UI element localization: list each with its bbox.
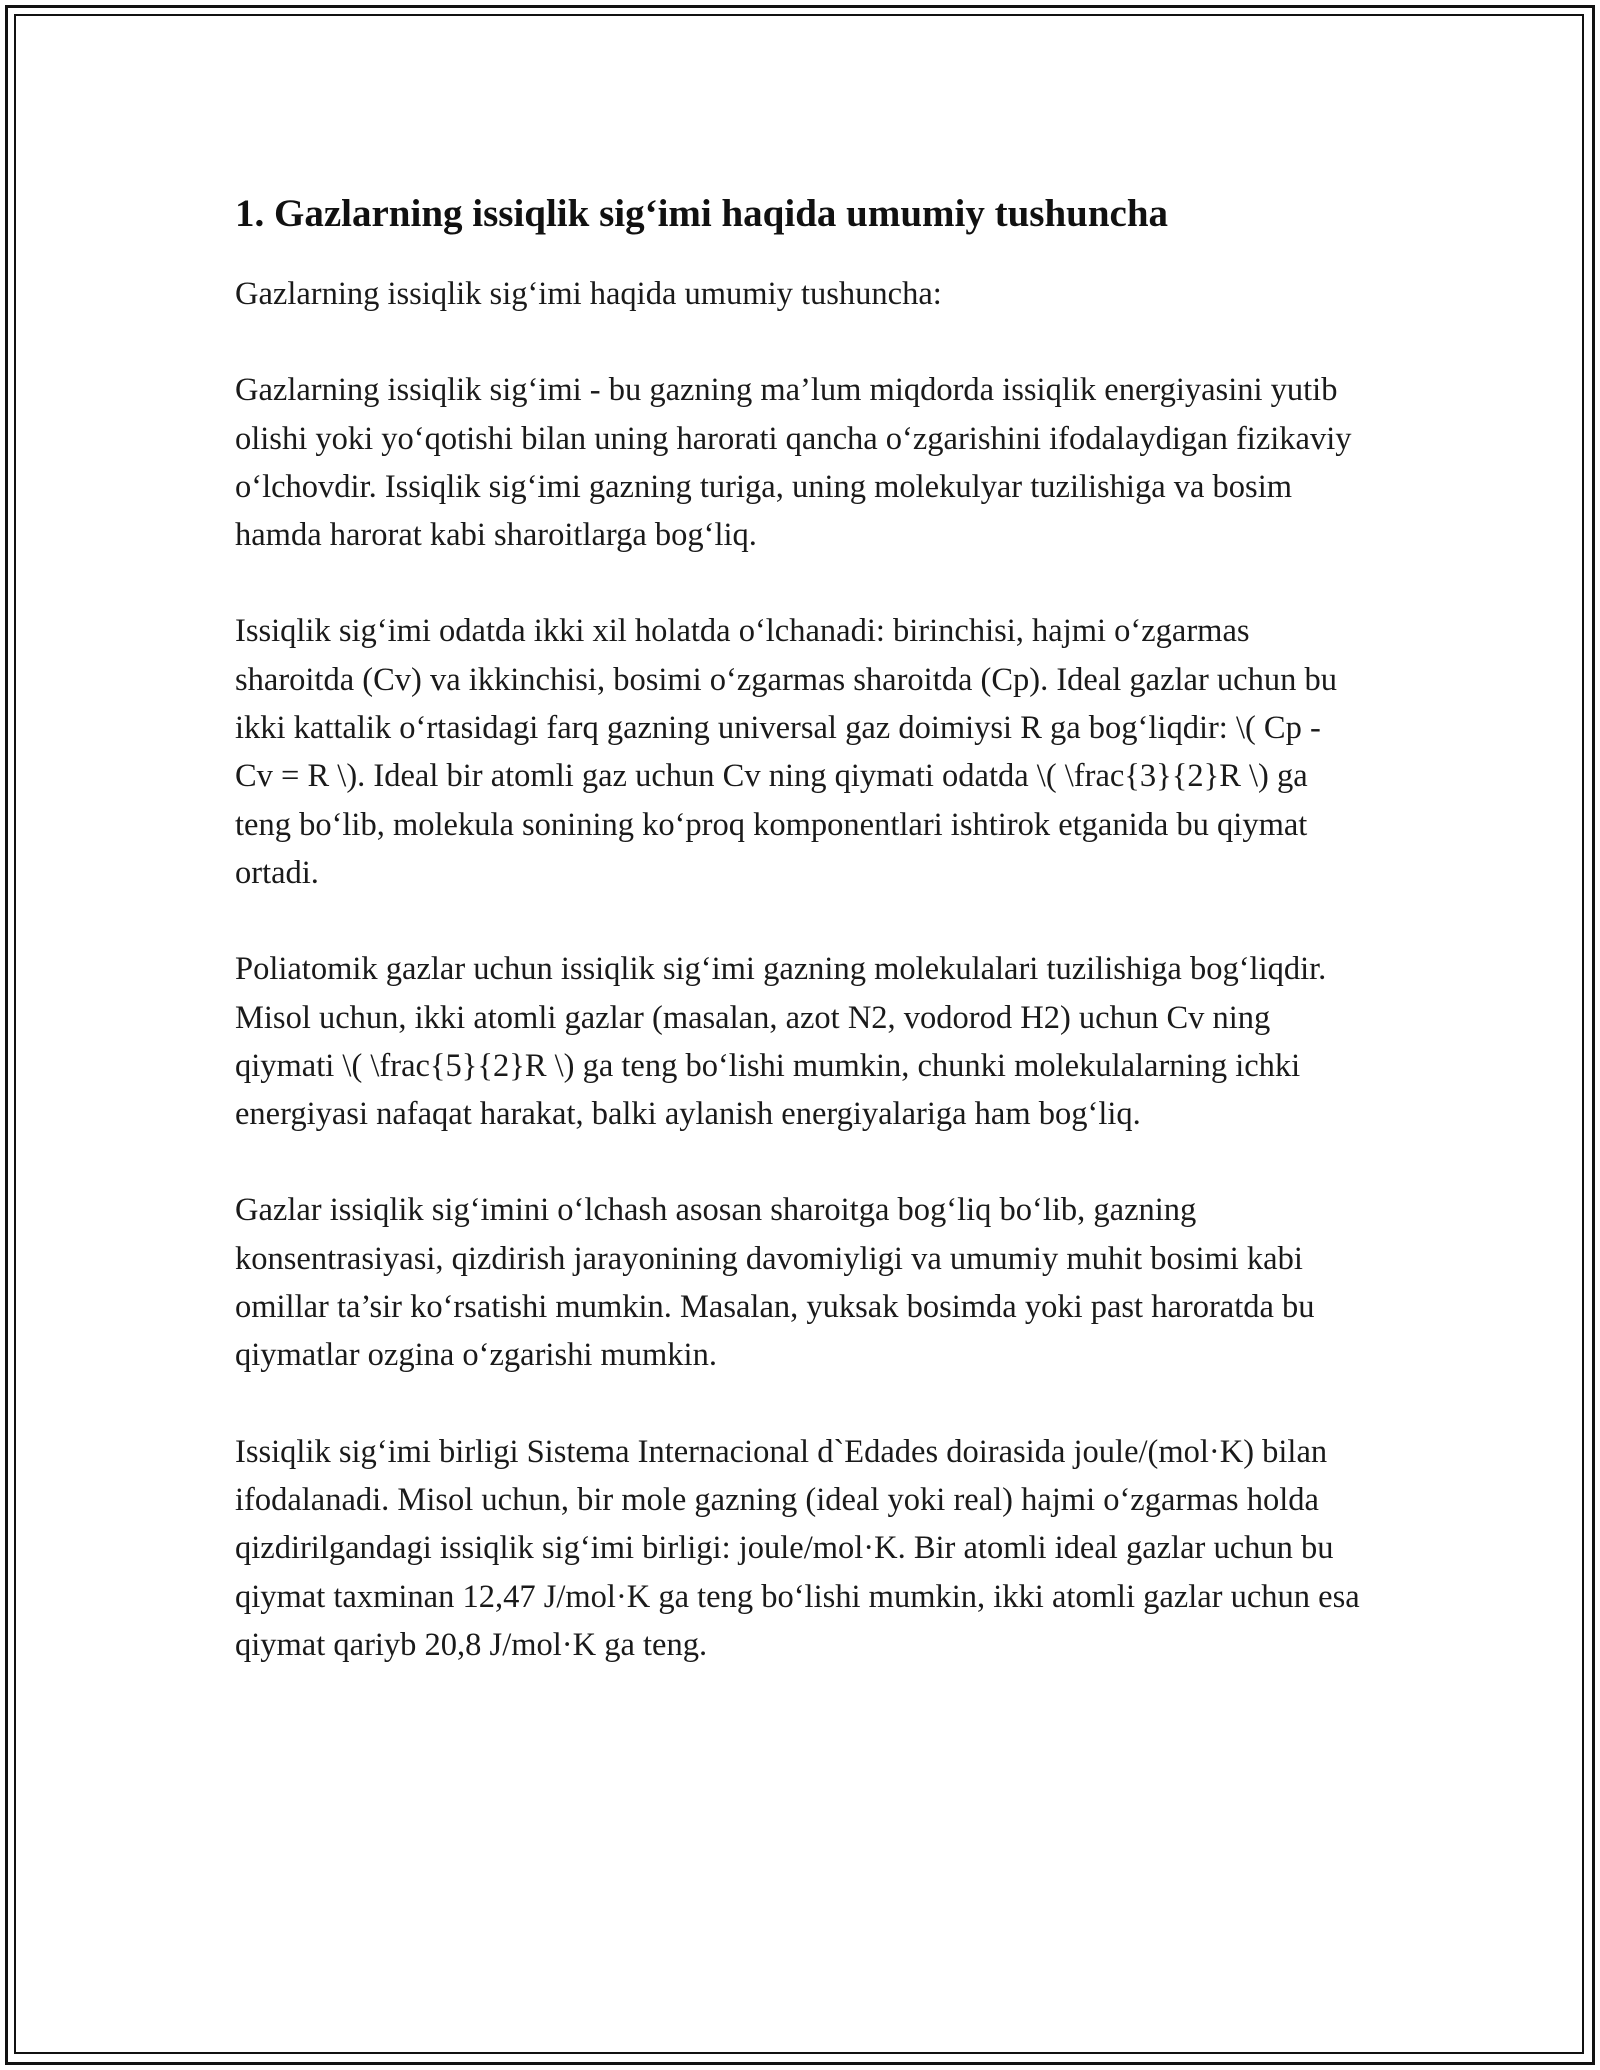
paragraph-units: Issiqlik sig‘imi birligi Sistema Internacional d`Edades doirasida joule/(mol·K) bilan ifodalanadi. Misol uchun, bir mole gazning (ideal yoki real) hajmi o‘zgarmas holda qizdirilgandagi issiqlik sig‘imi birligi: joule/mol·K. Bir atomli ideal gazlar uchun bu qiymat taxminan 12,47 J/mol·K ga teng bo‘lishi mumkin, ikki atomli gazlar uchun esa qiymat qariyb 20,8 J/mol·K ga teng. <box>235 1433 1360 1663</box>
paragraph-cv-cp: Issiqlik sig‘imi odatda ikki xil holatda o‘lchanadi: birinchisi, hajmi o‘zgarmas sharoitda (Cv) va ikkinchisi, bosimi o‘zgarmas sharoitda (Cp). Ideal gazlar uchun bu ikki kattalik o‘rtasidagi farq gazning universal gaz doimiysi R ga bog‘liqdir: \( Cp - Cv = R \). Ideal bir atomli gaz uchun Cv ning qiymati odatda \( \frac{3}{2}R \) ga teng bo‘lib, molekula sonining ko‘proq komponentlari ishtirok etganida bu qiymat ortadi. <box>235 613 1337 891</box>
paragraph-measurement: Gazlar issiqlik sig‘imini o‘lchash asosan sharoitga bog‘liq bo‘lib, gazning konsentrasiyasi, qizdirish jarayonining davomiyligi va umumiy muhit bosimi kabi omillar ta’sir ko‘rsatishi mumkin. Masalan, yuksak bosimda yoki past haroratda bu qiymatlar ozgina o‘zgarishi mumkin. <box>235 1192 1315 1374</box>
paragraph-polyatomic: Poliatomik gazlar uchun issiqlik sig‘imi gazning molekulalari tuzilishiga bog‘liqdir. Misol uchun, ikki atomli gazlar (masalan, azot N2, vodorod H2) uchun Cv ning qiymati \( \frac{5}{2}R \) ga teng bo‘lishi mumkin, chunki molekulalarning ichki energiyasi nafaqat harakat, balki aylanish energiyalariga ham bog‘liq. <box>235 951 1327 1133</box>
section-title: 1. Gazlarning issiqlik sig‘imi haqida umumiy tushuncha <box>235 192 1169 235</box>
document-body <box>235 186 1365 1717</box>
paragraph-intro: Gazlarning issiqlik sig‘imi haqida umumiy tushuncha: <box>235 276 942 312</box>
paragraph-definition: Gazlarning issiqlik sig‘imi - bu gazning ma’lum miqdorda issiqlik energiyasini yutib olishi yoki yo‘qotishi bilan uning harorati qancha o‘zgarishini ifodalaydigan fizikaviy o‘lchovdir. Issiqlik sig‘imi gazning turiga, uning molekulyar tuzilishiga va bosim hamda harorat kabi sharoitlarga bog‘liq. <box>235 372 1352 554</box>
